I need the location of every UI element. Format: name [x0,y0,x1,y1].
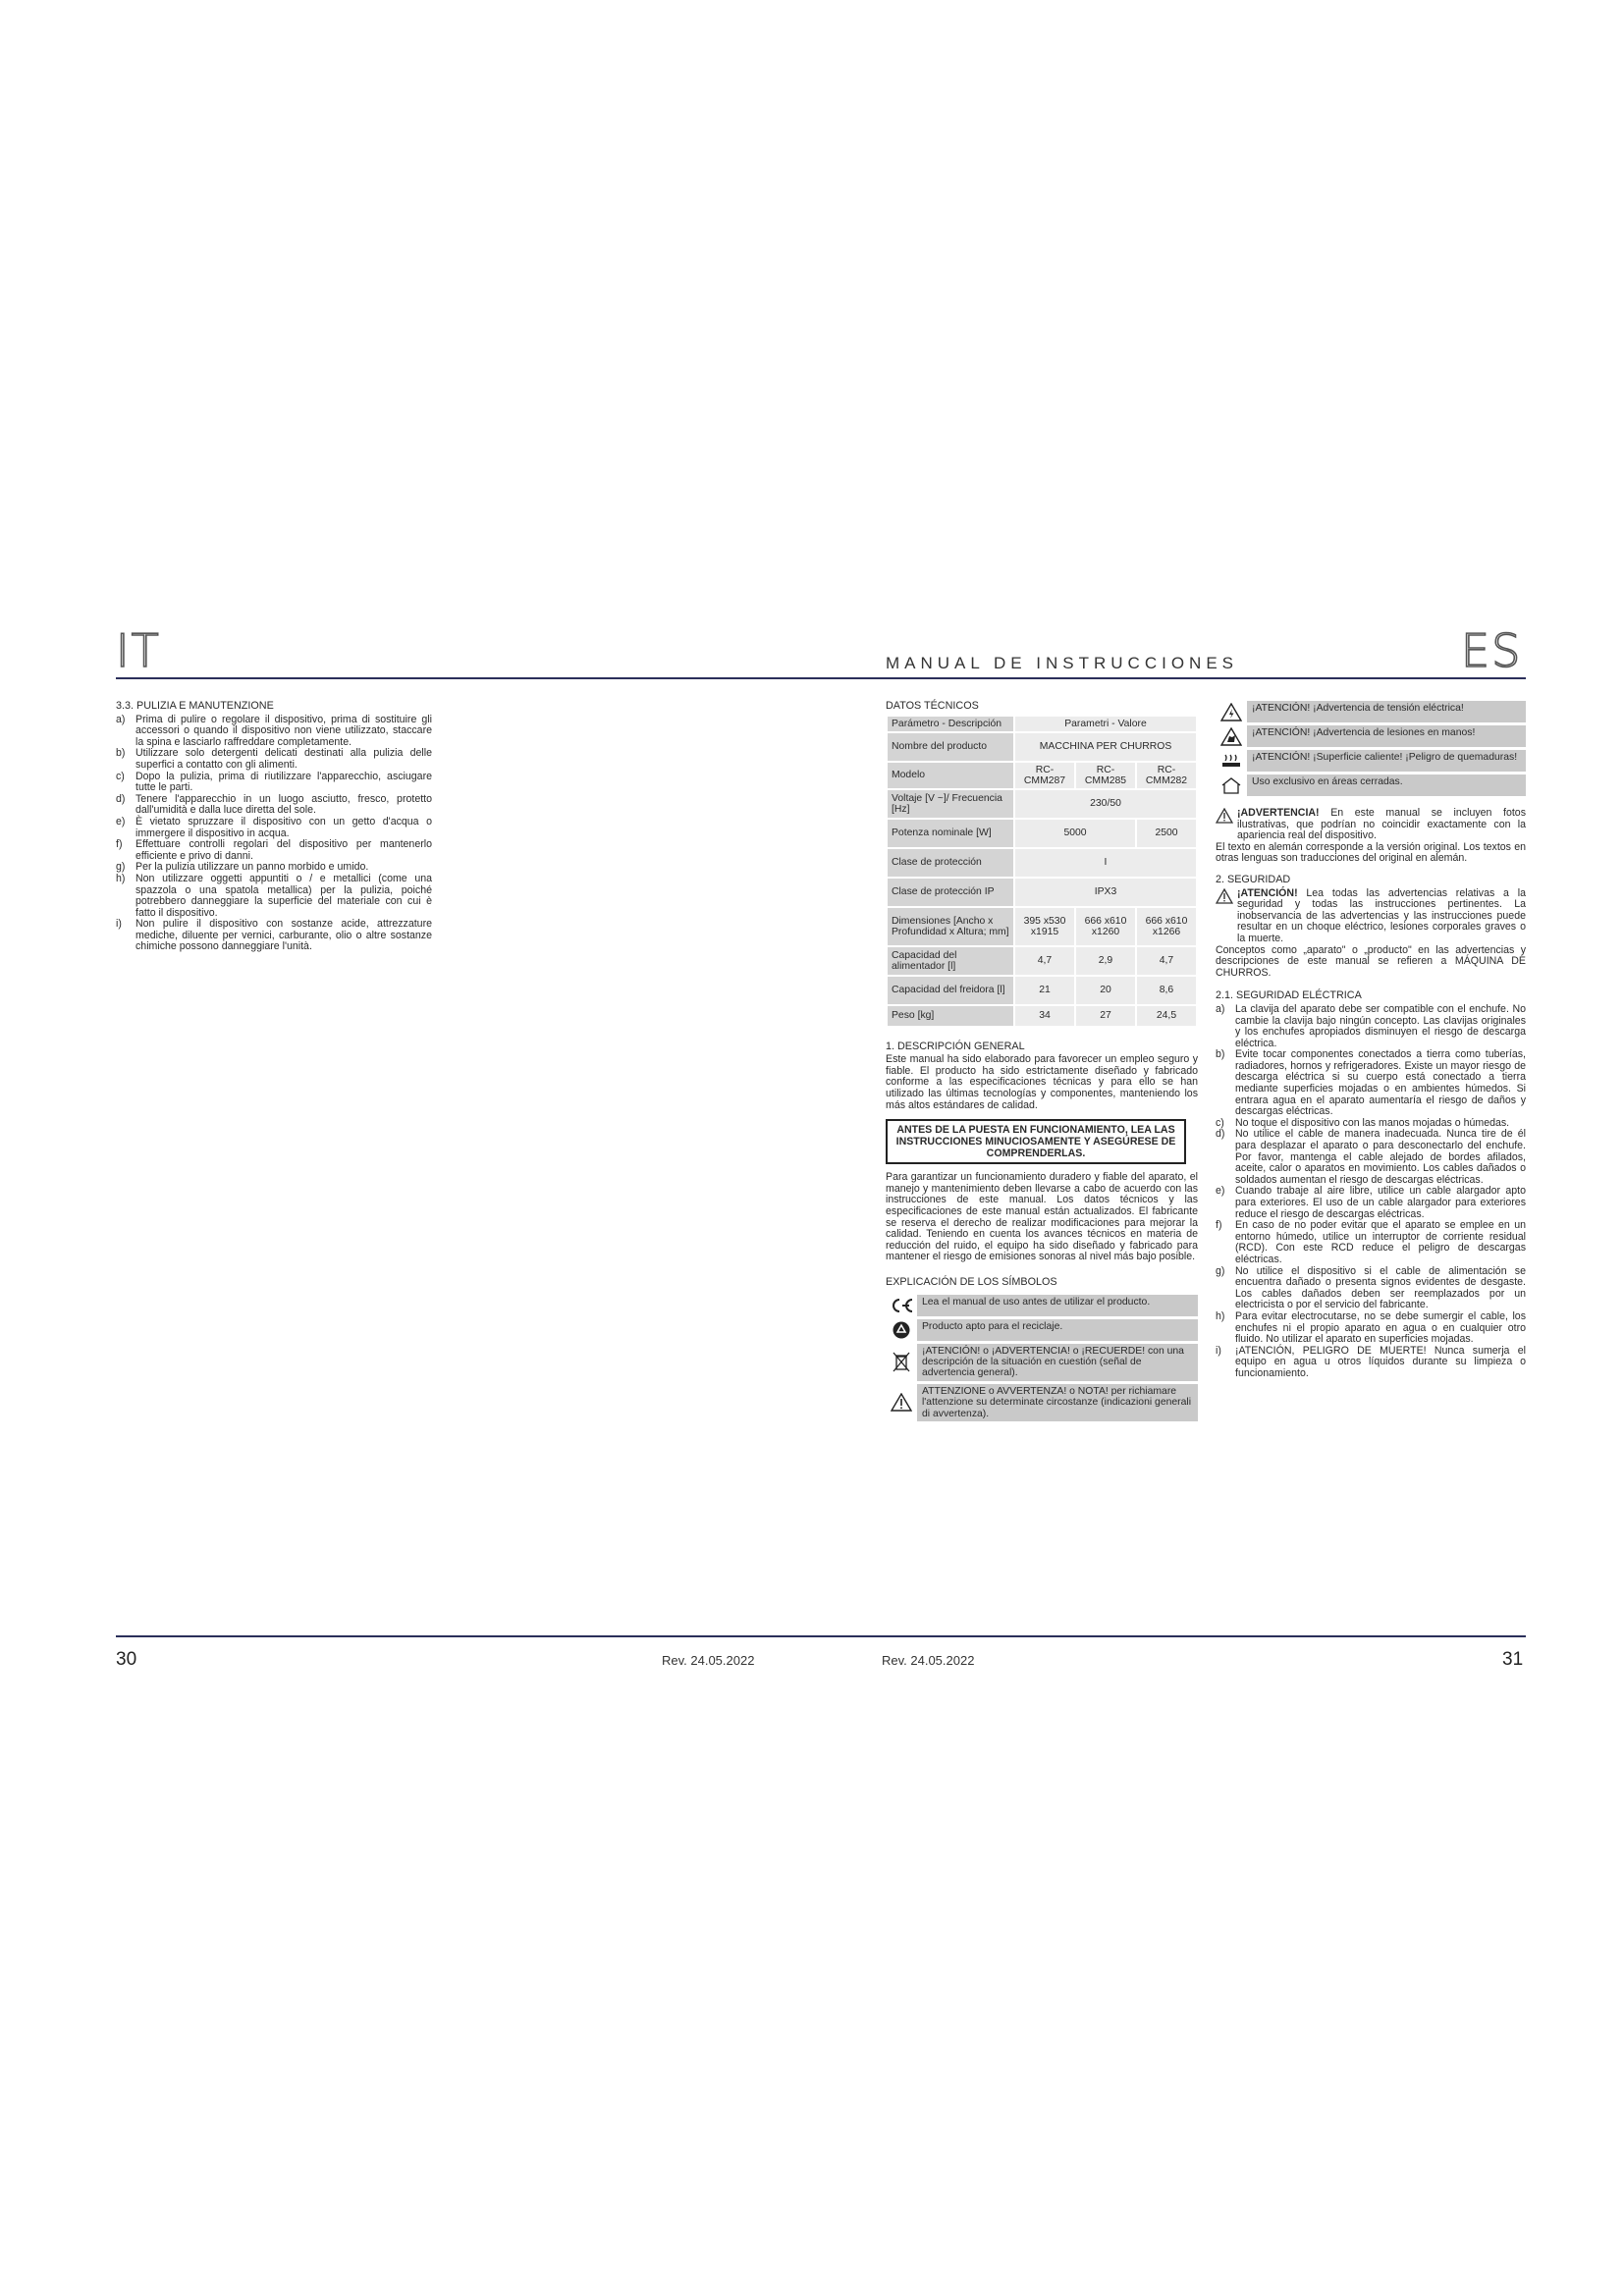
list-text: No utilice el dispositivo si el cable de alimentación se encuentra dañado o presenta signos evidentes de desgaste. Los cables dañados deben ser reemplazados por un electricista o por el servicio del fabricante. [1235,1264,1526,1311]
concepts-paragraph: Conceptos como „aparato" o „producto" en las advertencias y descripciones de este manual se refieren a MÁQUINA DE CHURROS. [1216,943,1526,979]
symbol-text: ¡ATENCIÓN! ¡Advertencia de tensión eléctrica! [1247,701,1526,722]
list-item [116,715,432,749]
table-row [887,976,1197,1005]
symbol-text: ¡ATENCIÓN! o ¡ADVERTENCIA! o ¡RECUERDE! con una descripción de la situación en cuestión (señal de advertencia general). [917,1344,1198,1381]
cleaning-list [116,715,432,953]
list-text: Evite tocar componentes conectados a tierra como tuberías, radiadores, hornos y refrigeradores. Existe un mayor riesgo de descarga eléctrica si su cuerpo está conectado a tierra mediante superficies mojadas o en ambientes húmedos. Si entrara agua en el aparato aumentaría el riesgo de daños y descargas eléctricas. [1235,1048,1526,1118]
symbols-list [886,1295,1198,1421]
list-item [1216,1311,1526,1346]
atencion-label: ¡ATENCIÓN! [1237,886,1298,899]
list-marker: a) [1216,1002,1225,1015]
revision-right: Rev. 24.05.2022 [882,1653,975,1668]
list-marker: h) [116,872,126,884]
table-row [887,848,1197,878]
row-label: Capacidad del freidora [l] [887,976,1014,1005]
indoor-house-icon [1216,776,1247,795]
list-text: No utilice el cable de manera inadecuada. Nunca tire de él para desplazar el aparato o para desconectarlo del enchufe. Por favor, mantenga el cable alejado de bordes afilados, aceite, calor o aparatos en movimiento. Los cables dañados o soldados aumentan el riesgo de descargas eléctricas. [1235,1128,1526,1186]
list-text: Effettuare controlli regolari del dispositivo per mantenerlo efficiente e privo di danni. [135,838,432,862]
language-code-left: IT [116,624,161,677]
symbol-text: Lea el manual de uso antes de utilizar el producto. [917,1295,1198,1316]
symbol-text: ATTENZIONE o AVVERTENZA! o NOTA! per richiamare l'attenzione su determinate circostanze (indicazioni generali di avvertenza). [917,1384,1198,1421]
german-original-note: El texto en alemán corresponde a la versión original. Los textos en otras lenguas son traducciones del original en alemán. [1216,840,1526,865]
row-value: 27 [1075,1005,1136,1027]
row-value: 24,5 [1136,1005,1197,1027]
row-value: 5000 [1014,819,1136,848]
symbol-text: Producto apto para el reciclaje. [917,1319,1198,1341]
symbol-row [1216,701,1526,722]
desc-title: 1. DESCRIPCIÓN GENERAL [886,1040,1025,1052]
advertencia-block [1216,808,1526,842]
symbol-row [886,1384,1198,1421]
list-text: Para evitar electrocutarse, no se debe sumergir el cable, los enchufes ni el propio aparato en agua o en cualquier otro fluido. No utilizar el aparato en superficies mojadas. [1235,1309,1526,1346]
symbol-row [1216,750,1526,772]
symbol-row [1216,774,1526,796]
table-header-value: Parametri - Valore [1014,716,1197,732]
seguridad-title: 2. SEGURIDAD [1216,873,1291,885]
list-marker: f) [116,838,123,851]
row-value: 2500 [1136,819,1197,848]
warning-triangle-icon [886,1393,917,1412]
row-label: Nombre del producto [887,732,1014,762]
symbol-row [1216,725,1526,747]
table-row [887,907,1197,946]
list-item [1216,1186,1526,1220]
list-marker: f) [1216,1219,1222,1232]
row-value: 666 x610 x1260 [1075,907,1136,946]
row-value: I [1014,848,1197,878]
list-text: La clavija del aparato debe ser compatible con el enchufe. No cambie la clavija bajo ningún concepto. Las clavijas originales y los enchufes apropiados disminuyen el riesgo de descarga eléctrica. [1235,1002,1526,1049]
row-value: 21 [1014,976,1075,1005]
row-value: 666 x610 x1266 [1136,907,1197,946]
list-item [116,874,432,919]
symbol-text: ¡ATENCIÓN! ¡Advertencia de lesiones en manos! [1247,725,1526,747]
row-label: Potenza nominale [W] [887,819,1014,848]
right-column [1216,701,1526,1380]
desc-paragraph-2: Para garantizar un funcionamiento duradero y fiable del aparato, el manejo y mantenimiento deben llevarse a cabo de acuerdo con las instrucciones de este manual. Los datos técnicos y las especificaciones de este manual están actualizados. El fabricante se reserva el derecho de realizar modificaciones para mejorar la calidad. Teniendo en cuenta los avances técnicos en materia de reducción del ruido, el equipo ha sido diseñado y fabricado para mantener el riesgo de emisiones sonoras al nivel más bajo posible. [886,1171,1198,1263]
revision-left: Rev. 24.05.2022 [662,1653,755,1668]
list-text: Non utilizzare oggetti appuntiti o / e metallici (come una spazzola o una spatola metallica) per la pulizia, poiché potrebbero danneggiare la superficie del materiale con cui è fatto il dispositivo. [135,872,432,919]
list-marker: b) [116,747,126,760]
list-item [116,817,432,839]
row-value: 395 x530 x1915 [1014,907,1075,946]
list-text: Cuando trabaje al aire libre, utilice un cable alargador apto para exteriores. El uso de un cable alargador para exteriores reduce el riesgo de descargas eléctricas. [1235,1185,1526,1220]
list-marker: e) [116,815,126,828]
table-row [887,716,1197,732]
table-row [887,789,1197,819]
table-row [887,732,1197,762]
symbol-row [886,1319,1198,1341]
row-value: 20 [1075,976,1136,1005]
row-label: Voltaje [V ~]/ Frecuencia [Hz] [887,789,1014,819]
list-text: ¡ATENCIÓN, PELIGRO DE MUERTE! Nunca sumerja el equipo en agua u otros líquidos durante su limpieza o funcionamiento. [1235,1344,1526,1379]
list-text: Dopo la pulizia, prima di riutilizzare l'apparecchio, asciugare tutte le parti. [135,770,432,794]
list-text: Per la pulizia utilizzare un panno morbido e umido. [135,861,369,874]
list-text: Non pulire il dispositivo con sostanze acide, attrezzature mediche, diluente per vernici, carburante, olio o altre sostanze chimiche possono danneggiare l'unità. [135,918,432,953]
list-item [116,794,432,817]
list-item [116,919,432,953]
table-row [887,946,1197,976]
row-value: 8,6 [1136,976,1197,1005]
list-item [1216,1129,1526,1186]
list-item [116,748,432,771]
symbol-row [886,1344,1198,1381]
list-marker: i) [1216,1344,1221,1357]
read-instructions-box: ANTES DE LA PUESTA EN FUNCIONAMIENTO, LEA LAS INSTRUCCIONES MINUCIOSAMENTE Y ASEGÚRESE DE COMPRENDERLAS. [886,1119,1186,1164]
warning-triangle-icon [1216,888,1237,945]
symbol-text: ¡ATENCIÓN! ¡Superficie caliente! ¡Peligro de quemaduras! [1247,750,1526,772]
datos-title: DATOS TÉCNICOS [886,700,979,712]
list-text: Tenere l'apparecchio in un luogo asciutto, fresco, protetto dall'umidità e dalla luce diretta del sole. [135,792,432,817]
seguridad-text: Lea todas las advertencias relativas a la seguridad y todas las instrucciones pertinentes. La inobservancia de las advertencias y las instrucciones puede resultar en un choque eléctrico, lesiones corporales graves o la muerte. [1237,886,1526,944]
list-item [1216,1004,1526,1049]
list-item [116,839,432,862]
header-rule [116,677,1526,679]
list-marker: b) [1216,1048,1225,1061]
row-value: 4,7 [1014,946,1075,976]
row-value: MACCHINA PER CHURROS [1014,732,1197,762]
row-value: 4,7 [1136,946,1197,976]
crossed-bin-icon [886,1352,917,1373]
list-item [1216,1049,1526,1118]
list-marker: g) [116,861,126,874]
list-marker: g) [1216,1264,1225,1277]
desc-paragraph-1: Este manual ha sido elaborado para favorecer un empleo seguro y fiable. El producto ha sido estrictamente diseñado y fabricado conforme a las especificaciones técnicas y para ello se han utilizado las últimas tecnologías y componentes, manteniendo los más altos estándares de calidad. [886,1053,1198,1111]
page-number-right: 31 [1502,1649,1524,1670]
electrical-safety-list [1216,1004,1526,1380]
table-row [887,878,1197,907]
table-row [887,819,1197,848]
list-marker: h) [1216,1309,1225,1322]
list-text: No toque el dispositivo con las manos mojadas o húmedas. [1235,1116,1510,1129]
warning-triangle-icon [1216,808,1237,842]
spec-table [886,715,1198,1028]
hand-injury-warning-icon [1216,727,1247,746]
symbol-text: Uso exclusivo en áreas cerradas. [1247,774,1526,796]
section-title: 3.3. PULIZIA E MANUTENZIONE [116,700,274,712]
table-row [887,1005,1197,1027]
row-value: RC-CMM282 [1136,762,1197,789]
list-item [1216,1220,1526,1265]
left-cleaning-section [116,701,432,953]
ce-mark-icon [886,1297,917,1314]
seguridad-block [1216,888,1526,945]
hot-surface-icon [1216,752,1247,771]
row-value: IPX3 [1014,878,1197,907]
row-value: 230/50 [1014,789,1197,819]
list-marker: e) [1216,1185,1225,1198]
warning-symbols-list [1216,701,1526,796]
list-marker: a) [116,713,126,725]
row-value: RC-CMM287 [1014,762,1075,789]
list-item [116,772,432,794]
list-text: En caso de no poder evitar que el aparato se emplee en un entorno húmedo, utilice un interruptor de corriente residual (RCD). Con este RCD reduce el peligro de descargas eléctricas. [1235,1219,1526,1265]
row-label: Peso [kg] [887,1005,1014,1027]
list-text: È vietato spruzzare il dispositivo con un getto d'acqua o immergere il dispositivo in acqua. [135,815,432,839]
list-marker: i) [116,918,122,931]
row-label: Capacidad del alimentador [l] [887,946,1014,976]
row-label: Clase de protección [887,848,1014,878]
middle-column [886,701,1198,1424]
list-item [1216,1346,1526,1380]
language-code-right: ES [1461,624,1523,677]
electrica-title: 2.1. SEGURIDAD ELÉCTRICA [1216,989,1362,1002]
electric-warning-icon [1216,703,1247,721]
table-header-label: Parámetro - Descripción [887,716,1014,732]
list-marker: d) [116,792,126,805]
row-label: Dimensiones [Ancho x Profundidad x Altura; mm] [887,907,1014,946]
list-text: Utilizzare solo detergenti delicati destinati alla pulizia delle superfici a contatto con gli alimenti. [135,747,432,771]
page-number-left: 30 [116,1649,137,1670]
recycle-icon [886,1320,917,1340]
list-text: Prima di pulire o regolare il dispositivo, prima di sostituire gli accessori o quando il dispositivo non viene utilizzato, staccare la spina e lasciarlo raffreddare completamente. [135,713,432,748]
advertencia-text: En este manual se incluyen fotos ilustrativas, que podrían no coincidir exactamente con la apariencia real del dispositivo. [1237,807,1526,842]
row-value: RC-CMM285 [1075,762,1136,789]
symbol-row [886,1295,1198,1316]
list-marker: d) [1216,1128,1225,1141]
table-row [887,762,1197,789]
advertencia-label: ¡ADVERTENCIA! [1237,807,1320,819]
list-item [1216,1266,1526,1311]
symbols-title: EXPLICACIÓN DE LOS SÍMBOLOS [886,1275,1057,1288]
row-label: Clase de protección IP [887,878,1014,907]
manual-title: MANUAL DE INSTRUCCIONES [886,654,1239,672]
row-label: Modelo [887,762,1014,789]
list-marker: c) [116,770,125,782]
list-marker: c) [1216,1116,1224,1129]
row-value: 2,9 [1075,946,1136,976]
footer-rule [116,1635,1526,1637]
row-value: 34 [1014,1005,1075,1027]
